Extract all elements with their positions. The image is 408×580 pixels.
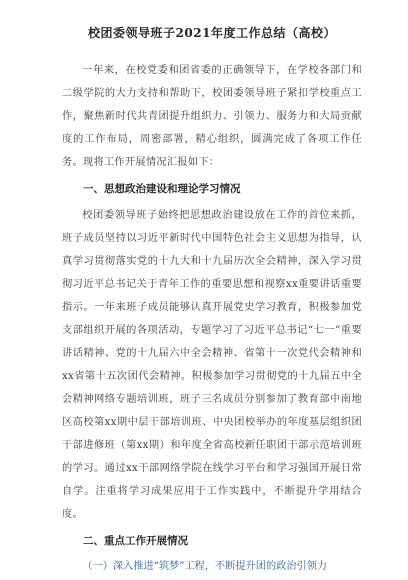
section-1-paragraph: 校团委领导班子始终把思想政治建设放在工作的首位来抓，班子成员坚持以习近平新时代中国特色社会主义思想为指导，认真学习贯彻落实党的十九大和十九届历次全会精神，深入学习贯彻习近平总书记关于青年工作的重要思想和视察xx重要讲话重要指示。一年来班子成员能够认真开展党史学习教育，积极参加党支部组织开展的各项活动，专题学习了习近平总书记“七一”重要讲话精神、党的十九届六中全会精神、省第十一次党代会精神和xx省第十五次团代会精神。积极参加学习贯彻党的十九届五中全会精神网络专题培训班，班子三名成员分别参加了教育部中南地区高校第xx期中层干部培训班、中央团校举办的年度基层组织团干部进修班（第xx期）和年度全省高校新任职团干部示范培训班的学习。通过xx干部网络学院在线学习平台和学习强国开展日常自学。注重将学习成果应用于工作实践中，不断提升学用结合度。 (62, 210, 362, 520)
section-2-heading: 二、重点工作开展情况 (83, 535, 188, 547)
section-2-subheading-1: （一）深入推进“筑梦”工程，不断提升团的政治引领力 (82, 561, 328, 572)
section-1-heading: 一、思想政治建设和理论学习情况 (83, 183, 241, 195)
document-title: 校团委领导班子2021年度工作总结（高校） (88, 26, 336, 40)
intro-paragraph: 一年来，在校党委和团省委的正确领导下，在学校各部门和二级学院的大力支持和帮助下，校团委领导班子紧扣学校重点工作，聚焦新时代共青团提升组织力、引领力、服务力和大局贡献度的工作布局，周密部署，精心组织，圆满完成了各项工作任务。现将工作开展情况汇报如下： (62, 65, 362, 168)
